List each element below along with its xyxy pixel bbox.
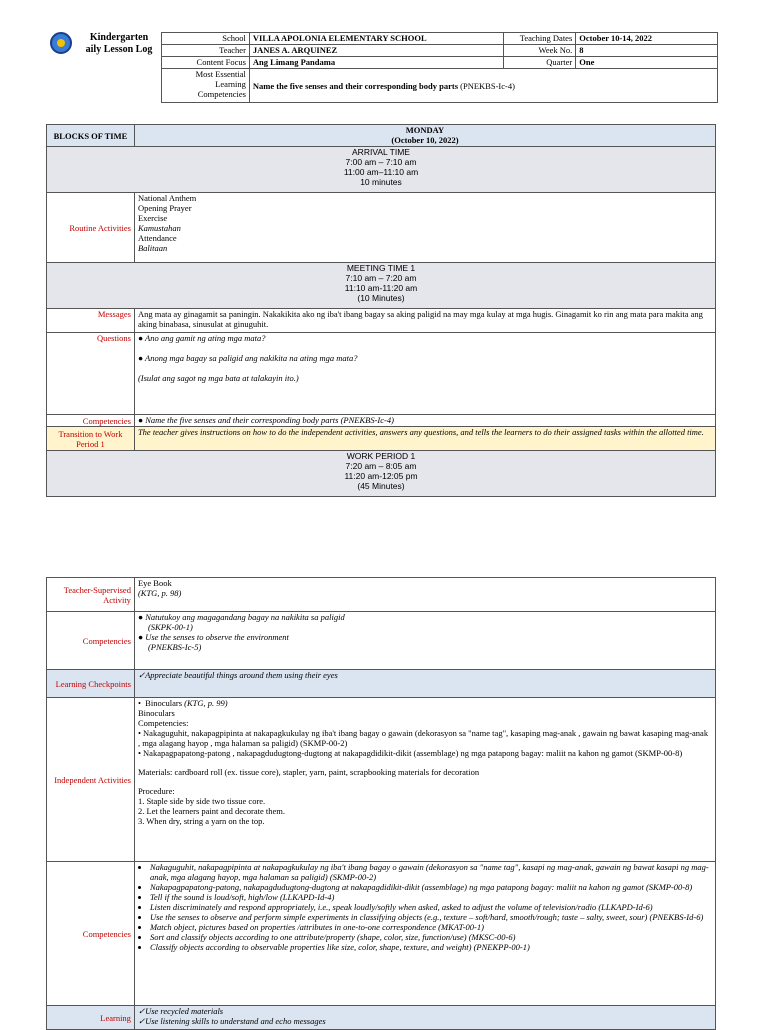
work-duration: (45 Minutes)	[357, 481, 405, 491]
ind-item-ref: (KTG, p. 99)	[184, 698, 228, 708]
title-line-1: Kindergarten	[89, 32, 149, 43]
school-label: School	[162, 33, 250, 45]
teacher-value: JANES A. ARQUINEZ	[249, 45, 503, 57]
question-note: (Isulat ang sagot ng mga bata at talakayin ito.)	[137, 373, 299, 383]
school-value: VILLA APOLONIA ELEMENTARY SCHOOL	[249, 33, 503, 45]
ind-item-name: Binoculars	[145, 698, 182, 708]
content-focus-label: Content Focus	[162, 57, 250, 69]
deped-seal-logo	[50, 32, 72, 54]
title-line-2: aily Lesson Log	[85, 44, 153, 55]
ind-item: • Binoculars (KTG, p. 99)	[137, 698, 228, 708]
competency-text: ● Name the five senses and their corresponding body parts (PNEKBS-Ic-4)	[134, 415, 715, 427]
competency-item: • Classify objects according to observable properties like size, color, shape, texture, and weight) (PNEKPP-00-1)	[150, 942, 712, 952]
teacher-supervised-activity	[134, 578, 715, 612]
learning-checkpoints-label: Learning Checkpoints	[47, 670, 135, 698]
quarter-value: One	[576, 57, 718, 69]
melc-label-line: Most Essential	[195, 69, 246, 79]
competency-item: • Listen discriminately and respond appropriately, i.e., speak loudly/softly when asked, asked to adjust the volume of television/radio (LLKAPD-Id-6)	[150, 902, 712, 912]
routine-activities-label: Routine Activities	[47, 193, 135, 263]
competency-item: • Sort and classify objects according to one attribute/property (shape, color, size, function/use) (MKSC-00-6)	[150, 932, 712, 942]
day-date: (October 10, 2022)	[391, 135, 459, 145]
ind-materials: Materials: cardboard roll (ex. tissue core), stapler, yarn, paint, scrapbooking materials for decoration	[137, 767, 480, 777]
ind-competency: • Nakapagpapatong-patong , nakapagdudugtong-dugtong at nakapagdidikit-dikit (assemblage) ng mga patapong bagay: maliit na kahon ng gamot (SKMP-00-8)	[137, 748, 683, 758]
independent-activities-label: Independent Activities	[47, 698, 135, 862]
competencies-label: Competencies	[47, 862, 135, 1006]
meeting-time-2: 11:10 am-11:20 am	[344, 283, 418, 293]
ind-competency: • Nakaguguhit, nakapagpipinta at nakapagkukulay ng iba't ibang bagay o gawain (dekorasyon sa "name tag", kasaping mag-anak , gawain ng bawat kasaping mag-anak , mga alagang hayop , mga halaman sa paligid) (SKMP-00-2)	[137, 728, 709, 748]
melc-label-line: Competencies	[197, 89, 246, 99]
ind-step: 2. Let the learners paint and decorate them.	[137, 806, 285, 816]
competency-item: • Match object, pictures based on properties /attributes in one-to-one correspondence (MKAT-00-1)	[150, 922, 712, 932]
melc-label-line: Learning	[215, 79, 246, 89]
meeting-duration: (10 Minutes)	[357, 293, 405, 303]
content-focus-value: Ang Limang Pandama	[249, 57, 503, 69]
check-icon	[138, 1016, 145, 1026]
competency-item: ● Natutukoy ang magagandang bagay na nakikita sa paligid	[137, 612, 345, 622]
question-item: ● Anong mga bagay sa paligid ang nakikita na ating mga mata?	[137, 353, 358, 363]
competency-item: • Nakapagpapatong-patong, nakapagdudugtong-dugtong at nakapagdidikit-dikit (assemblage) ng mga patapong bagay: maliit na kahon ng gamot (SKMP-00-8)	[150, 882, 712, 892]
competencies-label: Competencies	[47, 415, 135, 427]
week-value: 8	[576, 45, 718, 57]
checkpoint-text: Appreciate beautiful things around them using their eyes	[145, 670, 338, 680]
learning-checkpoint	[134, 670, 715, 698]
day-name: MONDAY	[405, 125, 445, 135]
work-time-2: 11:20 am-12:05 pm	[344, 471, 418, 481]
routine-item: Balitaan	[137, 243, 168, 253]
teacher-supervised-label: Teacher-Supervised Activity	[47, 578, 135, 612]
competency-item: ● Use the senses to observe the environment	[137, 632, 289, 642]
messages-text: Ang mata ay ginagamit sa paningin. Nakakikita ako ng iba't ibang bagay sa aking paligid na may mga kulay at mga hugis. Ginagamit ko rin ang mata para makita ang aking binabasa, sinusulat at ginuguhit.	[134, 309, 715, 333]
work-time-1: 7:20 am – 8:05 am	[345, 461, 417, 471]
lesson-table-work-period	[46, 577, 716, 1030]
arrival-time-block	[47, 147, 716, 193]
dates-label: Teaching Dates	[504, 33, 576, 45]
tsa-ref: (KTG, p. 98)	[137, 588, 182, 598]
competency-item: • Use the senses to observe and perform simple experiments in classifying objects (e.g., texture – soft/hard, smooth/rough; taste – salty, sweet, sour) (PNEKBS-Id-6)	[150, 912, 712, 922]
meeting-time-block	[47, 263, 716, 309]
lesson-table-monday	[46, 124, 716, 497]
ind-step: 1. Staple side by side two tissue core.	[137, 796, 266, 806]
routine-item: Opening Prayer	[137, 203, 192, 213]
checkpoint-text: Use listening skills to understand and echo messages	[145, 1016, 326, 1026]
competency-item: • Tell if the sound is loud/soft, high/low (LLKAPD-Id-4)	[150, 892, 712, 902]
work-title: WORK PERIOD 1	[346, 451, 416, 461]
competency-code: (PNEKBS-Ic-5)	[147, 642, 202, 652]
work-period-block	[47, 451, 716, 497]
competencies-block	[134, 612, 715, 670]
independent-activities-block	[134, 698, 715, 862]
transition-text: The teacher gives instructions on how to do the independent activities, answers any questions, and tells the learners to do their assigned tasks within the allotted time.	[134, 427, 715, 451]
learning-checkpoints-label: Learning	[47, 1006, 135, 1030]
melc-code: (PNEKBS-Ic-4)	[460, 80, 515, 91]
questions-label: Questions	[47, 333, 135, 415]
arrival-time-2: 11:00 am–11:10 am	[343, 167, 419, 177]
routine-activities-list	[134, 193, 715, 263]
check-icon	[138, 1006, 145, 1016]
routine-item: Attendance	[137, 233, 177, 243]
meeting-title: MEETING TIME 1	[346, 263, 416, 273]
competencies-list	[134, 862, 715, 1006]
teacher-label: Teacher	[162, 45, 250, 57]
arrival-duration: 10 minutes	[360, 177, 402, 187]
transition-label: Transition to Work Period 1	[47, 427, 135, 451]
routine-item: Kamustahan	[137, 223, 181, 233]
melc-label	[162, 69, 250, 103]
meeting-time-1: 7:10 am – 7:20 am	[345, 273, 417, 283]
melc-text: Name the five senses and their corresponding body parts	[252, 80, 459, 91]
competency-item: • Nakaguguhit, nakapagpipinta at nakapagkukulay ng iba't ibang bagay o gawain (dekorasyon sa "name tag", kasapi ng mag-anak, gawain ng bawat kasapi ng mag-anak, mga alagang hayop, mga halaman sa paligid) (SKMP-00-2)	[150, 862, 712, 882]
week-label: Week No.	[504, 45, 576, 57]
competencies-label: Competencies	[47, 612, 135, 670]
ind-procedure-heading: Procedure:	[137, 786, 175, 796]
routine-item: Exercise	[137, 213, 168, 223]
routine-item: National Anthem	[137, 193, 197, 203]
arrival-title: ARRIVAL TIME	[352, 147, 410, 157]
checkpoint-text: Use recycled materials	[145, 1006, 224, 1016]
ind-comp-heading: Competencies:	[137, 718, 189, 728]
messages-label: Messages	[47, 309, 135, 333]
questions-block	[134, 333, 715, 415]
monday-header	[134, 125, 715, 147]
learning-checkpoints-list	[134, 1006, 715, 1030]
melc-value	[249, 69, 717, 103]
question-item: ● Ano ang gamit ng ating mga mata?	[137, 333, 266, 343]
ind-title: Binoculars	[137, 708, 175, 718]
arrival-time-1: 7:00 am – 7:10 am	[345, 157, 417, 167]
tsa-title: Eye Book	[137, 578, 172, 588]
dates-value: October 10-14, 2022	[576, 33, 718, 45]
check-icon	[138, 670, 145, 680]
blocks-of-time-header: BLOCKS OF TIME	[47, 125, 135, 147]
quarter-label: Quarter	[504, 57, 576, 69]
header-table	[161, 32, 718, 103]
competency-code: (SKPK-00-1)	[147, 622, 193, 632]
document-title	[74, 32, 164, 56]
ind-step: 3. When dry, string a yarn on the top.	[137, 816, 265, 826]
